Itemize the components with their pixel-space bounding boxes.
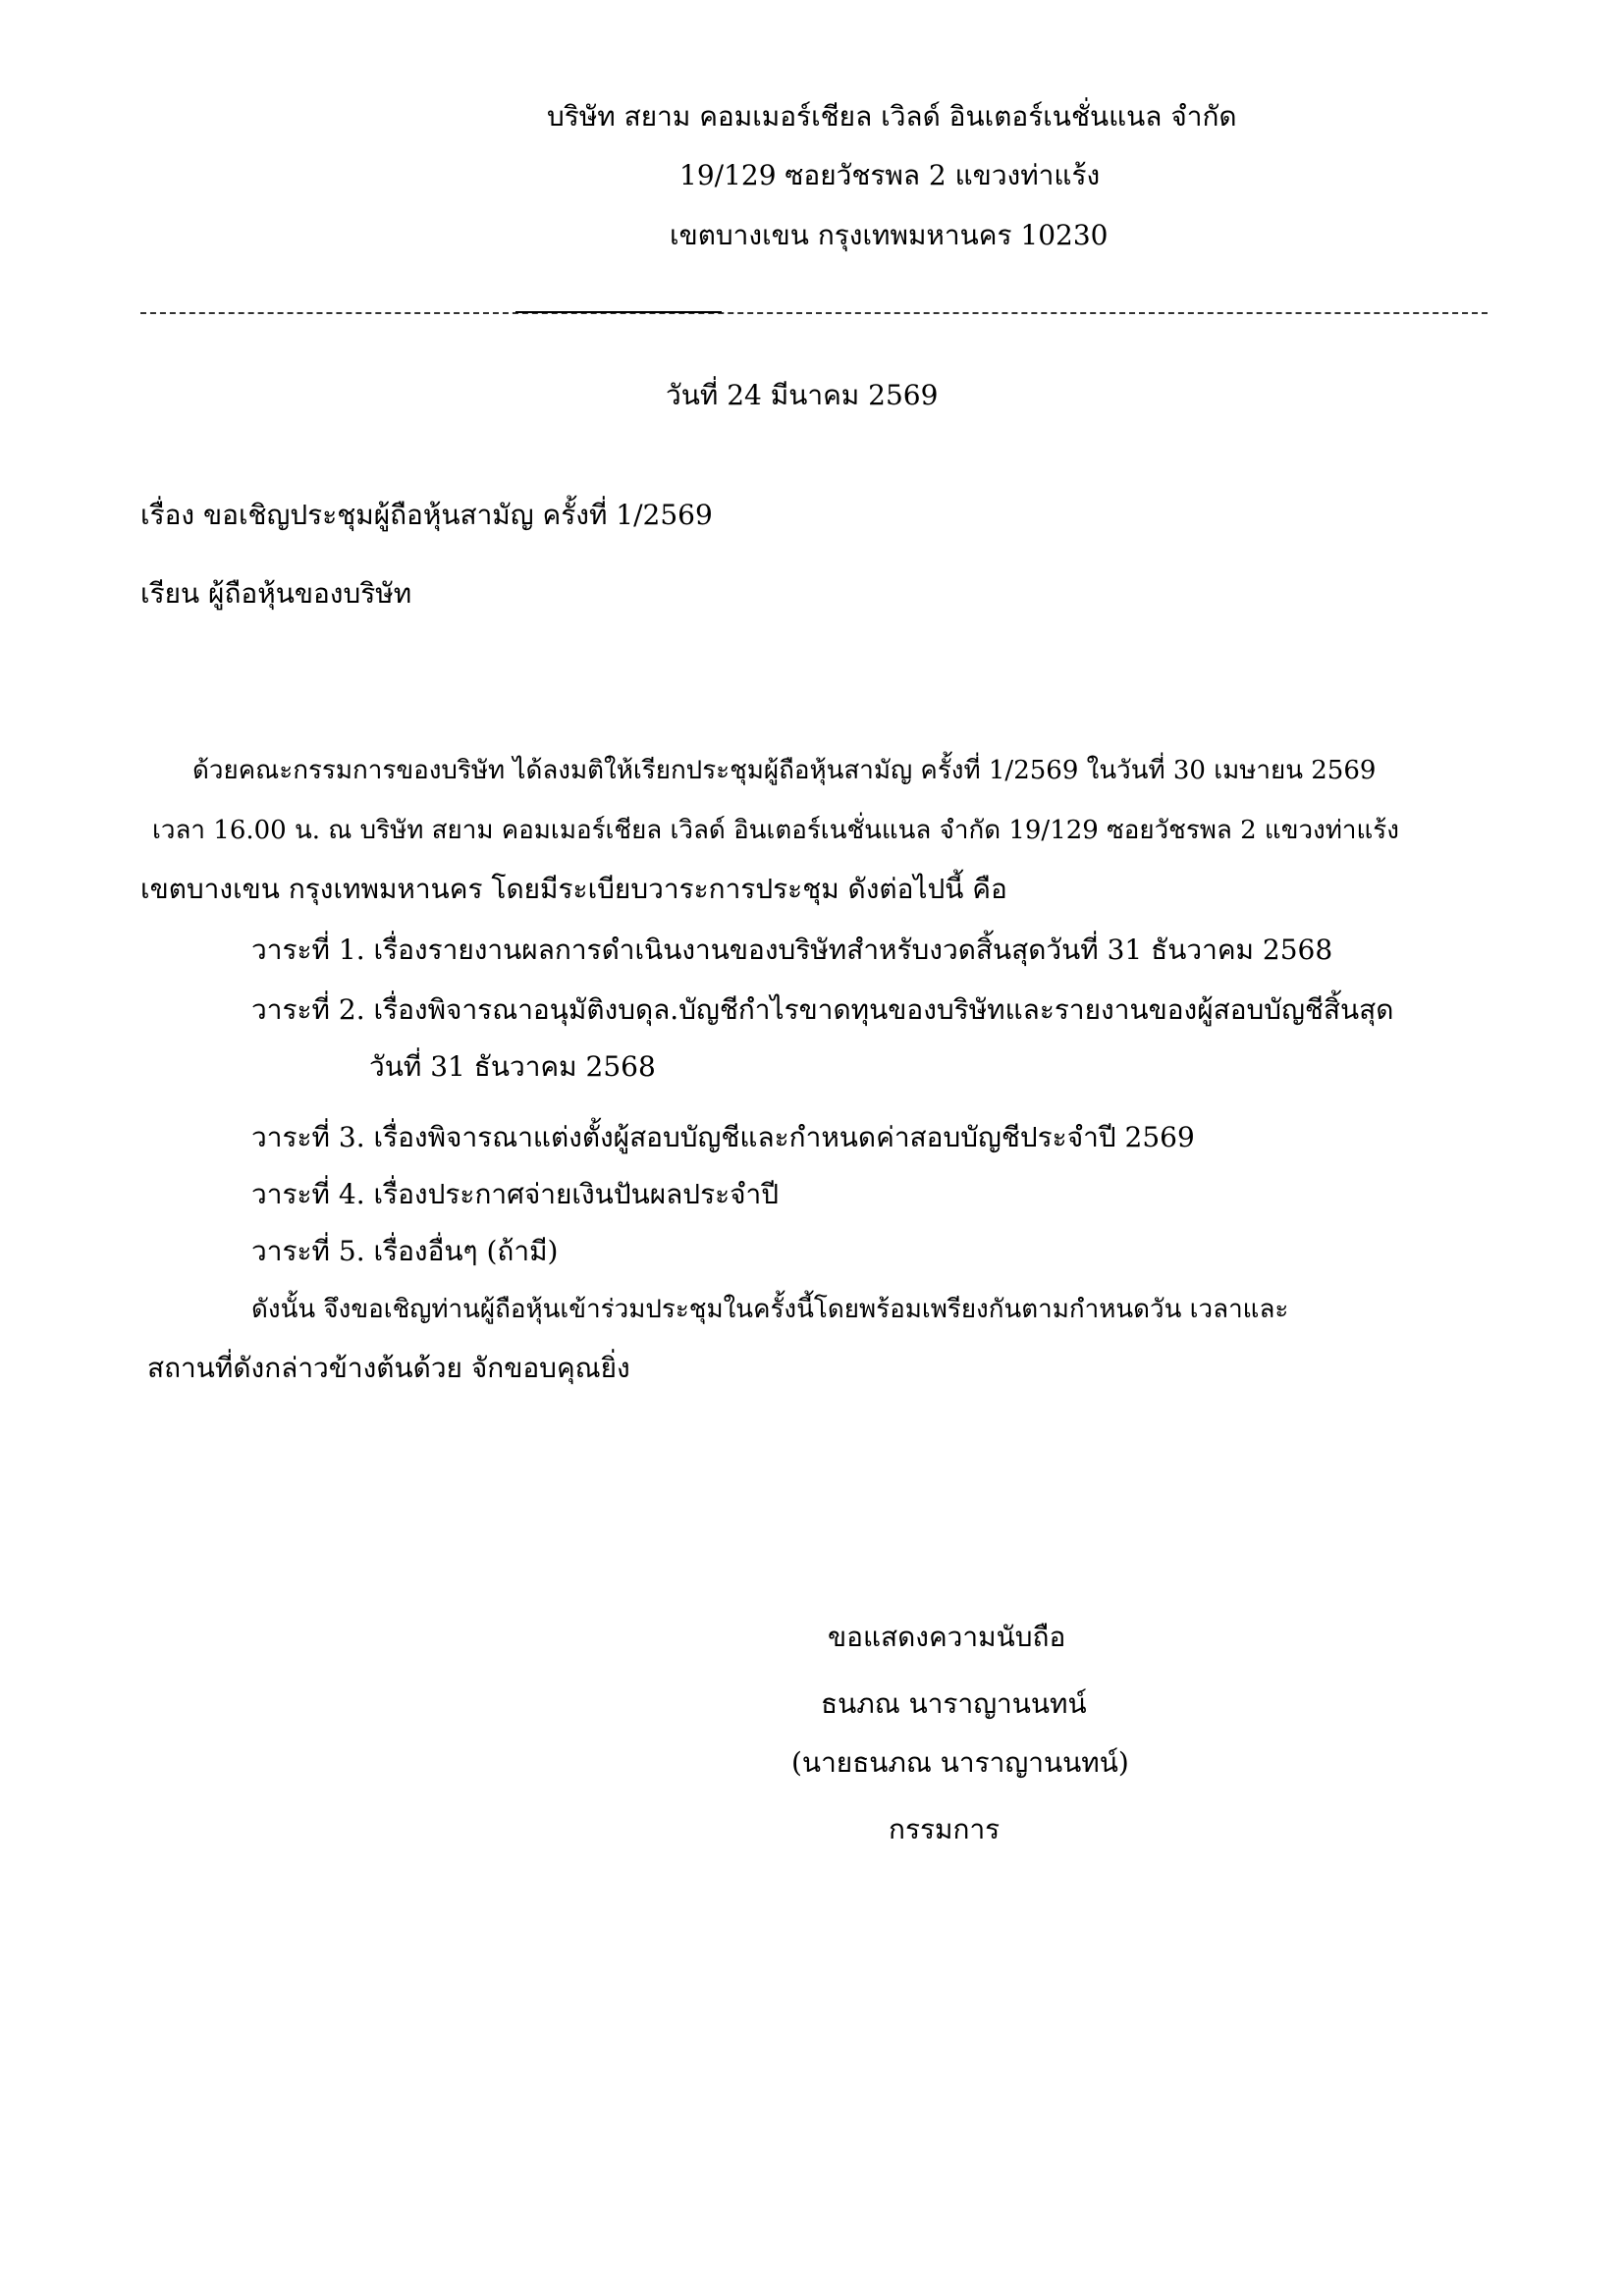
- closing-line-1: ดังนั้น จึงขอเชิญท่านผู้ถือหุ้นเข้าร่วมประชุมในครั้งนี้โดยพร้อมเพรียงกันตามกำหนดวัน เวลาและ: [251, 1295, 1289, 1324]
- signature-printed-name: (นายธนภณ นาราญานนทน์): [791, 1746, 1129, 1779]
- header-divider: [140, 312, 1488, 314]
- body-line-3: เขตบางเขน กรุงเทพมหานคร โดยมีระเบียบวาระการประชุม ดังต่อไปนี้ คือ: [140, 873, 1007, 905]
- body-line-1: ด้วยคณะกรรมการของบริษัท ได้ลงมติให้เรียกประชุมผู้ถือหุ้นสามัญ ครั้งที่ 1/2569 ในวันที่ 30 เมษายน 2569: [192, 756, 1377, 785]
- letter-recipient: เรียน ผู้ถือหุ้นของบริษัท: [140, 577, 412, 610]
- body-line-2: เวลา 16.00 น. ณ บริษัท สยาม คอมเมอร์เชียล เวิลด์ อินเตอร์เนชั่นแนล จำกัด 19/129 ซอยวัชรพล 2 แขวงท่าแร้ง: [152, 816, 1399, 845]
- agenda-item-2-continuation: วันที่ 31 ธันวาคม 2568: [369, 1050, 656, 1083]
- signature-regards: ขอแสดงความนับถือ: [828, 1621, 1066, 1653]
- agenda-item-1: วาระที่ 1. เรื่องรายงานผลการดำเนินงานของบริษัทสำหรับงวดสิ้นสุดวันที่ 31 ธันวาคม 2568: [251, 934, 1333, 966]
- letter-date: วันที่ 24 มีนาคม 2569: [666, 379, 939, 411]
- company-name: บริษัท สยาม คอมเมอร์เชียล เวิลด์ อินเตอร์เนชั่นแนล จำกัด: [547, 100, 1237, 133]
- signature-name: ธนภณ นาราญานนทน์: [821, 1687, 1087, 1720]
- agenda-item-5: วาระที่ 5. เรื่องอื่นๆ (ถ้ามี): [251, 1235, 559, 1267]
- letter-subject: เรื่อง ขอเชิญประชุมผู้ถือหุ้นสามัญ ครั้งที่ 1/2569: [140, 499, 713, 531]
- agenda-item-2: วาระที่ 2. เรื่องพิจารณาอนุมัติงบดุล.บัญชีกำไรขาดทุนของบริษัทและรายงานของผู้สอบบัญชีสิ้นสุด: [251, 993, 1394, 1026]
- signature-title: กรรมการ: [889, 1813, 1001, 1845]
- agenda-item-4: วาระที่ 4. เรื่องประกาศจ่ายเงินปันผลประจำปี: [251, 1178, 780, 1210]
- address-line-1: 19/129 ซอยวัชรพล 2 แขวงท่าแร้ง: [679, 159, 1101, 191]
- agenda-item-3: วาระที่ 3. เรื่องพิจารณาแต่งตั้งผู้สอบบัญชีและกำหนดค่าสอบบัญชีประจำปี 2569: [251, 1121, 1195, 1153]
- closing-line-2: สถานที่ดังกล่าวข้างต้นด้วย จักขอบคุณยิ่ง: [147, 1352, 630, 1384]
- header-divider-solid-segment: [515, 311, 722, 313]
- address-line-2: เขตบางเขน กรุงเทพมหานคร 10230: [670, 219, 1109, 251]
